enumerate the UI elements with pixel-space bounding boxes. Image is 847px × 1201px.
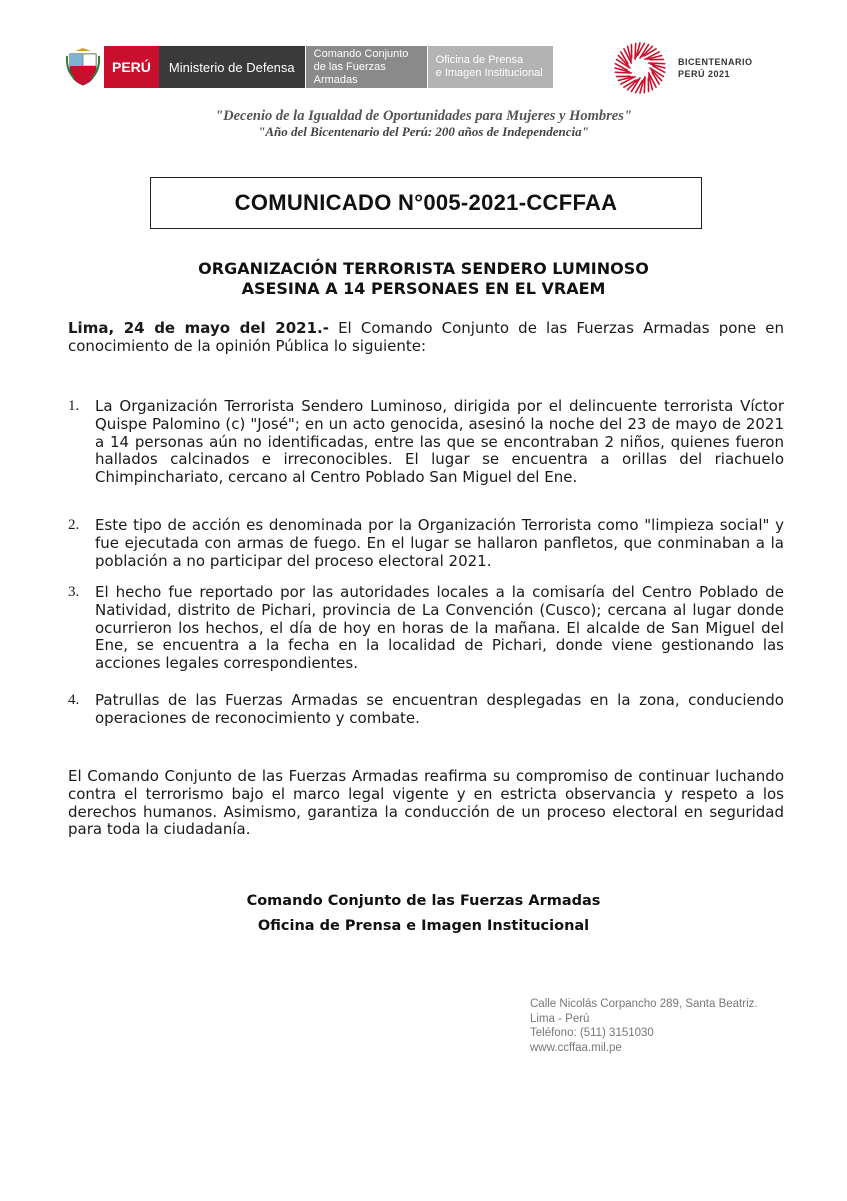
list-item-number: 3. bbox=[68, 584, 80, 600]
comando-line-1: Comando Conjunto bbox=[313, 47, 409, 60]
intro-text: El Comando Conjunto de las Fuerzas Armadas pone en conocimiento de la opinión Pública lo siguiente: bbox=[68, 319, 784, 355]
document-title bbox=[0, 259, 847, 299]
government-header bbox=[66, 46, 553, 88]
bicentenario-emblem-icon bbox=[612, 40, 668, 96]
comando-conjunto-label bbox=[305, 46, 427, 88]
oficina-line-1: Oficina de Prensa bbox=[435, 54, 524, 66]
list-item-number: 1. bbox=[68, 398, 80, 414]
comunicado-number-box: COMUNICADO N°005-2021-CCFFAA bbox=[150, 177, 702, 229]
list-item bbox=[68, 692, 784, 728]
ministry-label: Ministerio de Defensa bbox=[159, 46, 305, 88]
list-item bbox=[68, 517, 784, 570]
address-street: Calle Nicolás Corpancho 289, Santa Beatriz. bbox=[530, 998, 758, 1010]
intro-paragraph bbox=[68, 320, 784, 356]
list-item-number: 2. bbox=[68, 517, 80, 533]
anio-motto: "Año del Bicentenario del Perú: 200 años de Independencia" bbox=[258, 124, 589, 139]
bicentenario-line-1: BICENTENARIO bbox=[678, 57, 753, 67]
title-line-2: ASESINA A 14 PERSONAES EN EL VRAEM bbox=[241, 279, 606, 298]
list-item-number: 4. bbox=[68, 692, 80, 708]
signature-line-1: Comando Conjunto de las Fuerzas Armadas bbox=[246, 893, 601, 909]
address-website: www.ccffaa.mil.pe bbox=[530, 1041, 622, 1054]
address-city: Lima - Perú bbox=[530, 1012, 590, 1025]
comando-line-2: de las Fuerzas Armadas bbox=[313, 60, 386, 86]
decenio-motto: "Decenio de la Igualdad de Oportunidades para Mujeres y Hombres" bbox=[215, 108, 632, 124]
bicentenario-line-2: PERÚ 2021 bbox=[678, 69, 731, 79]
peru-label: PERÚ bbox=[104, 46, 159, 88]
address-block bbox=[530, 997, 758, 1055]
signature-line-2: Oficina de Prensa e Imagen Institucional bbox=[257, 918, 590, 934]
list-item-text: Patrullas de las Fuerzas Armadas se encuentran desplegadas en la zona, conduciendo operaciones de reconocimiento y combate. bbox=[95, 691, 784, 727]
coat-of-arms-icon bbox=[66, 48, 100, 86]
title-line-1: ORGANIZACIÓN TERRORISTA SENDERO LUMINOSO bbox=[198, 259, 649, 278]
list-item-text: La Organización Terrorista Sendero Luminoso, dirigida por el delincuente terrorista Víctor Quispe Palomino (c) "José"; en un acto genocida, asesinó la noche del 23 de mayo de 2021 a 14 personas aún no identificadas, entre las que se encontraban 2 niños, quienes fueron hallados calcinados e irreconocibles. El lugar se encuentra a orillas del riachuelo Chimpinchariato, cercano al Centro Poblado San Miguel del Ene. bbox=[95, 397, 784, 487]
closing-paragraph: El Comando Conjunto de las Fuerzas Armadas reafirma su compromiso de continuar luchando contra el terrorismo bajo el marco legal vigente y en estricta observancia y respeto a los derechos humanos. Asimismo, garantiza la conducción de un proceso electoral en seguridad para toda la ciudadanía. bbox=[68, 767, 784, 839]
oficina-prensa-label bbox=[427, 46, 553, 88]
bicentenario-logo bbox=[612, 40, 753, 96]
list-item-text: El hecho fue reportado por las autoridades locales a la comisaría del Centro Poblado de Natividad, distrito de Pichari, provincia de La Convención (Cusco); cercana al lugar donde ocurrieron los hechos, el día de hoy en horas de la mañana. El alcalde de San Miguel del Ene, se encuentra a la fecha en la localidad de Pichari, donde viene gestionando las acciones legales correspondientes. bbox=[95, 583, 784, 673]
list-item bbox=[68, 398, 784, 487]
address-phone: Teléfono: (511) 3151030 bbox=[530, 1027, 654, 1039]
oficina-line-2: e Imagen Institucional bbox=[435, 67, 543, 79]
list-item bbox=[68, 584, 784, 673]
intro-lead: Lima, 24 de mayo del 2021.- bbox=[68, 319, 329, 337]
bicentenario-text bbox=[678, 56, 753, 80]
list-item-text: Este tipo de acción es denominada por la Organización Terrorista como "limpieza social" y fue ejecutada con armas de fuego. En el lugar se hallaron panfletos, que conminaban a la población a no participar del proceso electoral 2021. bbox=[95, 516, 784, 570]
